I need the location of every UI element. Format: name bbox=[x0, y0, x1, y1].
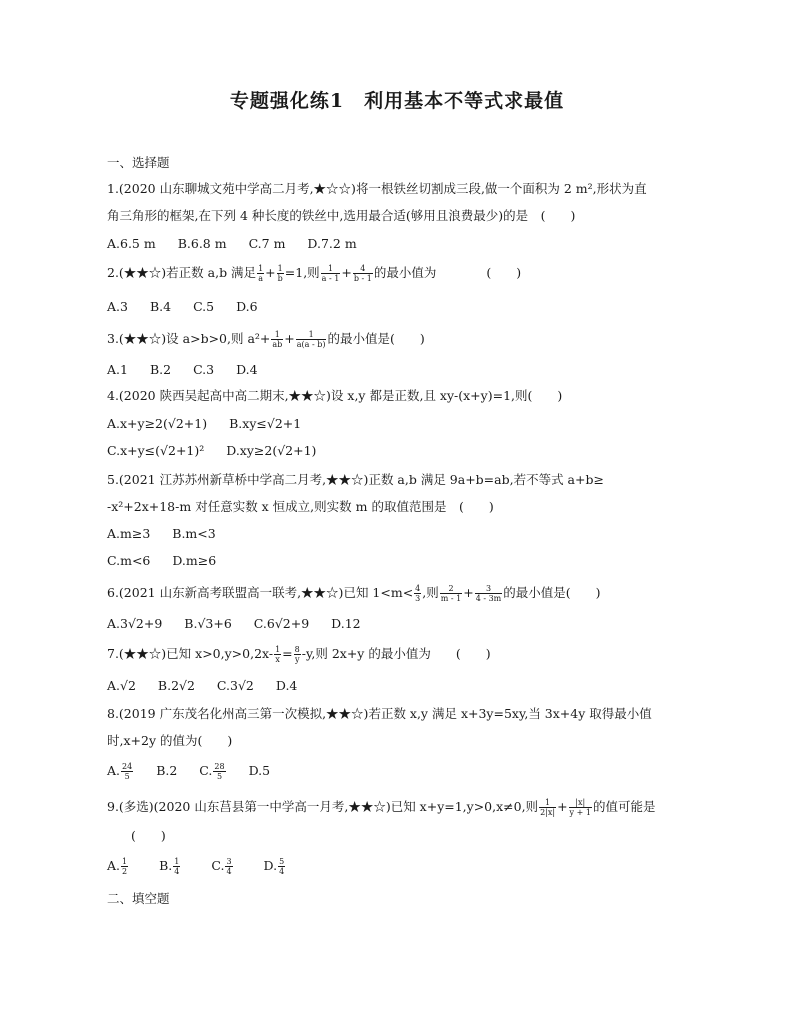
q5-options-cd bbox=[107, 553, 697, 569]
q2-stem: 2.(★★☆)若正数 a,b 满足 $\frac{1}{a}$ + $\frac{1}{b}$ =1,则 $\frac{1}{a - 1}$ + $\frac{4}{b - 1}$ 的最小值为 ( ) bbox=[107, 264, 522, 283]
q6-option-d: D.12 bbox=[331, 616, 361, 631]
q7-prefix: 7.(★★☆)已知 x>0,y>0,2x- bbox=[107, 646, 274, 661]
q5-option-b: B.m<3 bbox=[172, 526, 216, 541]
q9-option-b: B. $\frac{1}{4}$ bbox=[159, 857, 180, 876]
q3-option-c: C.3 bbox=[193, 362, 215, 377]
q5-option-c: C.m<6 bbox=[107, 553, 151, 568]
q7-stem: 7.(★★☆)已知 x>0,y>0,2x- $\frac{1}{x}$ = $\frac{8}{y}$ -y,则 2x+y 的最小值为 ( ) bbox=[107, 645, 491, 664]
q9-stem: 9.(多选)(2020 山东莒县第一中学高一月考,★★☆)已知 x+y=1,y>0,x≠0,则 $\frac{1}{2|x|}$ + $\frac{|x|}{y + 1}$ 的值可能是 bbox=[107, 798, 656, 817]
q6-options bbox=[107, 616, 697, 632]
section-heading-choice: 一、选择题 bbox=[107, 155, 170, 170]
q6-prefix: 6.(2021 山东新高考联盟高一联考,★★☆)已知 1<m< bbox=[107, 585, 414, 600]
q2-option-b: B.4 bbox=[149, 299, 172, 314]
q8-option-a: A. $\frac{24}{5}$ bbox=[107, 762, 133, 781]
q9-answer-paren: ( ) bbox=[131, 828, 166, 843]
q8-line1: 8.(2019 广东茂名化州高三第一次模拟,★★☆)若正数 x,y 满足 x+3y=5xy,当 3x+4y 取得最小值 bbox=[107, 706, 652, 721]
q7-suffix: -y,则 2x+y 的最小值为 ( ) bbox=[301, 646, 491, 661]
q7-frac1: $\frac{1}{x}$ bbox=[275, 645, 281, 664]
q9-option-d: D. $\frac{5}{4}$ bbox=[263, 857, 285, 876]
q4-option-c: C.x+y≤(√2+1)² bbox=[107, 443, 205, 458]
q9-option-c: C. $\frac{3}{4}$ bbox=[211, 857, 232, 876]
q9-options bbox=[107, 857, 697, 876]
q9-suffix: 的值可能是 bbox=[592, 799, 656, 814]
q6-frac1: $\frac{2}{m - 1}$ bbox=[440, 584, 462, 603]
q7-option-d: D.4 bbox=[275, 678, 298, 693]
q1-line1: 1.(2020 山东聊城文苑中学高二月考,★☆☆)将一根铁丝切割成三段,做一个面积为 2 m²,形状为直 bbox=[107, 181, 647, 196]
q7-option-a: A.√2 bbox=[107, 678, 136, 693]
q8-option-c: C. $\frac{28}{5}$ bbox=[199, 762, 225, 781]
q3-option-d: D.4 bbox=[236, 362, 258, 377]
q3-prefix: 3.(★★☆)设 a>b>0,则 a²+ bbox=[107, 331, 271, 346]
q1-option-a: A.6.5 m bbox=[107, 236, 156, 251]
q7-option-c: C.3√2 bbox=[216, 678, 254, 693]
q2-options bbox=[107, 299, 697, 315]
q4-stem: 4.(2020 陕西吴起高中高二期末,★★☆)设 x,y 都是正数,且 xy-(x+y)=1,则( ) bbox=[107, 388, 563, 403]
q4-options-cd bbox=[107, 443, 697, 459]
q1-option-c: C.7 m bbox=[248, 236, 286, 251]
q3-stem: 3.(★★☆)设 a>b>0,则 a²+ $\frac{1}{ab}$ + $\frac{1}{a(a - b)}$ 的最小值是( ) bbox=[107, 330, 425, 349]
q4-option-d: D.xy≥2(√2+1) bbox=[226, 443, 317, 458]
q3-frac2: $\frac{1}{a(a - b)}$ bbox=[296, 330, 326, 349]
q3-options bbox=[107, 362, 697, 378]
q5-line1: 5.(2021 江苏苏州新草桥中学高二月考,★★☆)正数 a,b 满足 9a+b=ab,若不等式 a+b≥ bbox=[107, 472, 604, 487]
q8-options bbox=[107, 762, 697, 781]
q1-options bbox=[107, 236, 697, 252]
q2-frac3: $\frac{1}{a - 1}$ bbox=[321, 264, 340, 283]
q2-suffix: 的最小值为 ( ) bbox=[373, 265, 522, 280]
q9-frac1: $\frac{1}{2|x|}$ bbox=[540, 798, 556, 817]
q2-frac1: $\frac{1}{a}$ bbox=[258, 264, 264, 283]
q7-option-b: B.2√2 bbox=[157, 678, 195, 693]
q8-line2: 时,x+2y 的值为( ) bbox=[107, 733, 233, 748]
q6-stem: 6.(2021 山东新高考联盟高一联考,★★☆)已知 1<m< $\frac{4}{3}$ ,则 $\frac{2}{m - 1}$ + $\frac{3}{4 - 3m}$ 的最小值是( ) bbox=[107, 584, 601, 603]
q8-option-b: B.2 bbox=[156, 763, 178, 778]
q2-prefix: 2.(★★☆)若正数 a,b 满足 bbox=[107, 265, 257, 280]
q3-option-b: B.2 bbox=[149, 362, 172, 377]
q7-frac2: $\frac{8}{y}$ bbox=[294, 645, 300, 664]
q7-options bbox=[107, 678, 697, 694]
q1-line2: 角三角形的框架,在下列 4 种长度的铁丝中,选用最合适(够用且浪费最少)的是 ( ) bbox=[107, 208, 576, 223]
q5-line2: -x²+2x+18-m 对任意实数 x 恒成立,则实数 m 的取值范围是 ( ) bbox=[107, 499, 494, 514]
q9-prefix: 9.(多选)(2020 山东莒县第一中学高一月考,★★☆)已知 x+y=1,y>0,x≠0,则 bbox=[107, 799, 539, 814]
q6-suffix: 的最小值是( ) bbox=[503, 585, 601, 600]
q4-option-b: B.xy≤√2+1 bbox=[229, 416, 302, 431]
q5-option-a: A.m≥3 bbox=[107, 526, 151, 541]
q3-suffix: 的最小值是( ) bbox=[327, 331, 425, 346]
q2-frac2: $\frac{1}{b}$ bbox=[277, 264, 283, 283]
q5-option-d: D.m≥6 bbox=[172, 553, 217, 568]
q4-options-ab bbox=[107, 416, 697, 432]
q3-option-a: A.1 bbox=[107, 362, 128, 377]
q4-option-a: A.x+y≥2(√2+1) bbox=[107, 416, 208, 431]
q2-option-d: D.6 bbox=[236, 299, 258, 314]
q8-option-d: D.5 bbox=[248, 763, 271, 778]
q3-frac1: $\frac{1}{ab}$ bbox=[272, 330, 283, 349]
q9-option-a: A. $\frac{1}{2}$ bbox=[107, 857, 128, 876]
page-title: 专题强化练1 利用基本不等式求最值 bbox=[229, 90, 565, 112]
q6-option-b: B.√3+6 bbox=[184, 616, 232, 631]
q1-option-d: D.7.2 m bbox=[307, 236, 357, 251]
q2-frac4: $\frac{4}{b - 1}$ bbox=[353, 264, 372, 283]
q2-option-a: A.3 bbox=[107, 299, 128, 314]
q9-frac2: $\frac{|x|}{y + 1}$ bbox=[569, 798, 591, 817]
q6-frac0: $\frac{4}{3}$ bbox=[415, 584, 421, 603]
q6-option-c: C.6√2+9 bbox=[253, 616, 310, 631]
q2-option-c: C.5 bbox=[193, 299, 215, 314]
q1-option-b: B.6.8 m bbox=[177, 236, 227, 251]
q6-frac2: $\frac{3}{4 - 3m}$ bbox=[475, 584, 502, 603]
q5-options-ab bbox=[107, 526, 697, 542]
section-heading-fill: 二、填空题 bbox=[107, 891, 170, 906]
q6-option-a: A.3√2+9 bbox=[107, 616, 163, 631]
